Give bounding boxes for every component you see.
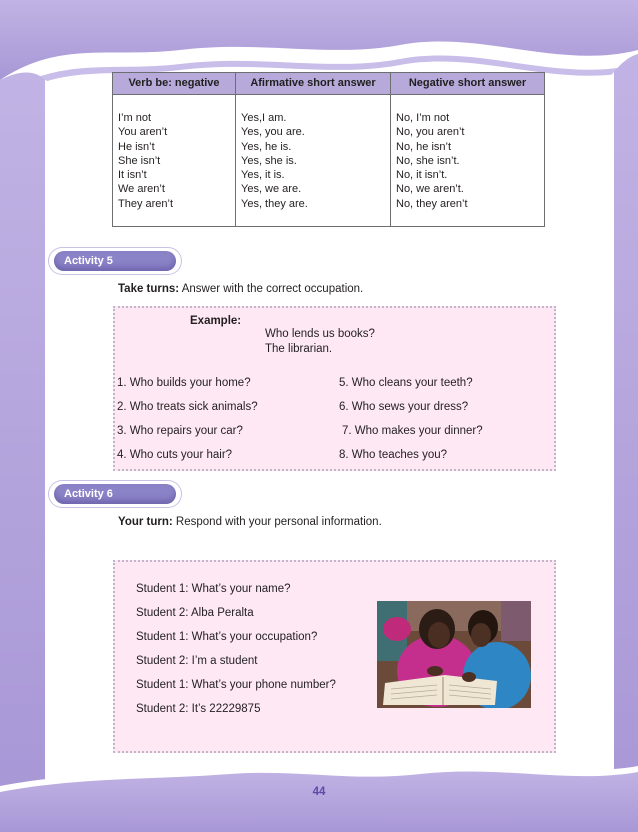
activity-6-label: Activity 6 (64, 488, 113, 500)
question-item: 8. Who teaches you? (339, 449, 448, 461)
header-verb-be-negative: Verb be: negative (113, 73, 236, 94)
column-affirmative (236, 95, 391, 226)
dialogue-line: Student 2: Alba Peralta (136, 607, 254, 619)
instruction-bold: Your turn: (118, 516, 173, 528)
table-cell: Yes, he is. (241, 140, 292, 153)
verb-table-header (113, 73, 544, 95)
table-cell: No, we aren’t. (396, 183, 464, 196)
column-negative-short (391, 95, 544, 226)
table-cell: No, they aren’t (396, 197, 468, 210)
table-cell: No, you aren’t (396, 126, 465, 139)
dialogue-line: Student 1: What’s your occupation? (136, 631, 318, 643)
dialogue-line: Student 1: What’s your phone number? (136, 679, 336, 691)
table-cell: No, she isn’t. (396, 154, 460, 167)
question-item: 5. Who cleans your teeth? (339, 377, 473, 389)
question-item: 3. Who repairs your car? (117, 425, 243, 437)
table-cell: Yes,I am. (241, 112, 287, 124)
table-cell: She isn’t (118, 154, 161, 167)
table-cell: Yes, you are. (241, 126, 305, 139)
table-cell: No, it isn’t. (396, 169, 448, 182)
table-cell: We aren’t (118, 183, 165, 196)
question-item: 2. Who treats sick animals? (117, 401, 258, 413)
activity-5-tab (48, 247, 182, 275)
activity-5-instruction (118, 283, 363, 295)
activity-5-label: Activity 5 (64, 255, 113, 267)
column-negative (113, 95, 236, 226)
dialogue-line: Student 1: What’s your name? (136, 583, 291, 595)
instruction-text: Answer with the correct occupation. (179, 283, 364, 295)
question-item: 1. Who builds your home? (117, 377, 251, 389)
verb-be-table (112, 72, 545, 227)
question-item: 4. Who cuts your hair? (117, 449, 233, 461)
table-cell: Yes, she is. (241, 154, 297, 167)
table-cell: No, he isn’t (396, 140, 452, 153)
instruction-bold: Take turns: (118, 283, 180, 295)
dialogue-line: Student 2: I’m a student (136, 655, 258, 667)
table-cell: I’m not (118, 112, 152, 124)
dialogue-line: Student 2: It’s 22229875 (136, 703, 261, 715)
activity-6-instruction (118, 516, 382, 528)
table-cell: Yes, we are. (241, 183, 302, 196)
table-cell: It isn’t (118, 169, 147, 182)
header-affirmative-short: Afirmative short answer (236, 73, 391, 94)
example-label: Example: (190, 315, 242, 327)
table-cell: He isn’t (118, 140, 155, 153)
table-cell: They aren’t (118, 197, 174, 210)
example-answer: The librarian. (265, 343, 333, 355)
activity-6-tab (48, 480, 182, 508)
table-cell: No, I’m not (396, 112, 450, 124)
question-item: 7. Who makes your dinner? (342, 425, 483, 437)
example-question: Who lends us books? (265, 328, 375, 340)
table-cell: Yes, they are. (241, 197, 308, 210)
table-cell: Yes, it is. (241, 169, 285, 182)
students-reading-photo (377, 601, 531, 708)
page-number: 44 (312, 786, 326, 798)
table-cell: You aren’t (118, 126, 168, 139)
header-negative-short: Negative short answer (408, 77, 527, 89)
question-item: 6. Who sews your dress? (339, 401, 469, 413)
instruction-text: Respond with your personal information. (172, 516, 382, 528)
